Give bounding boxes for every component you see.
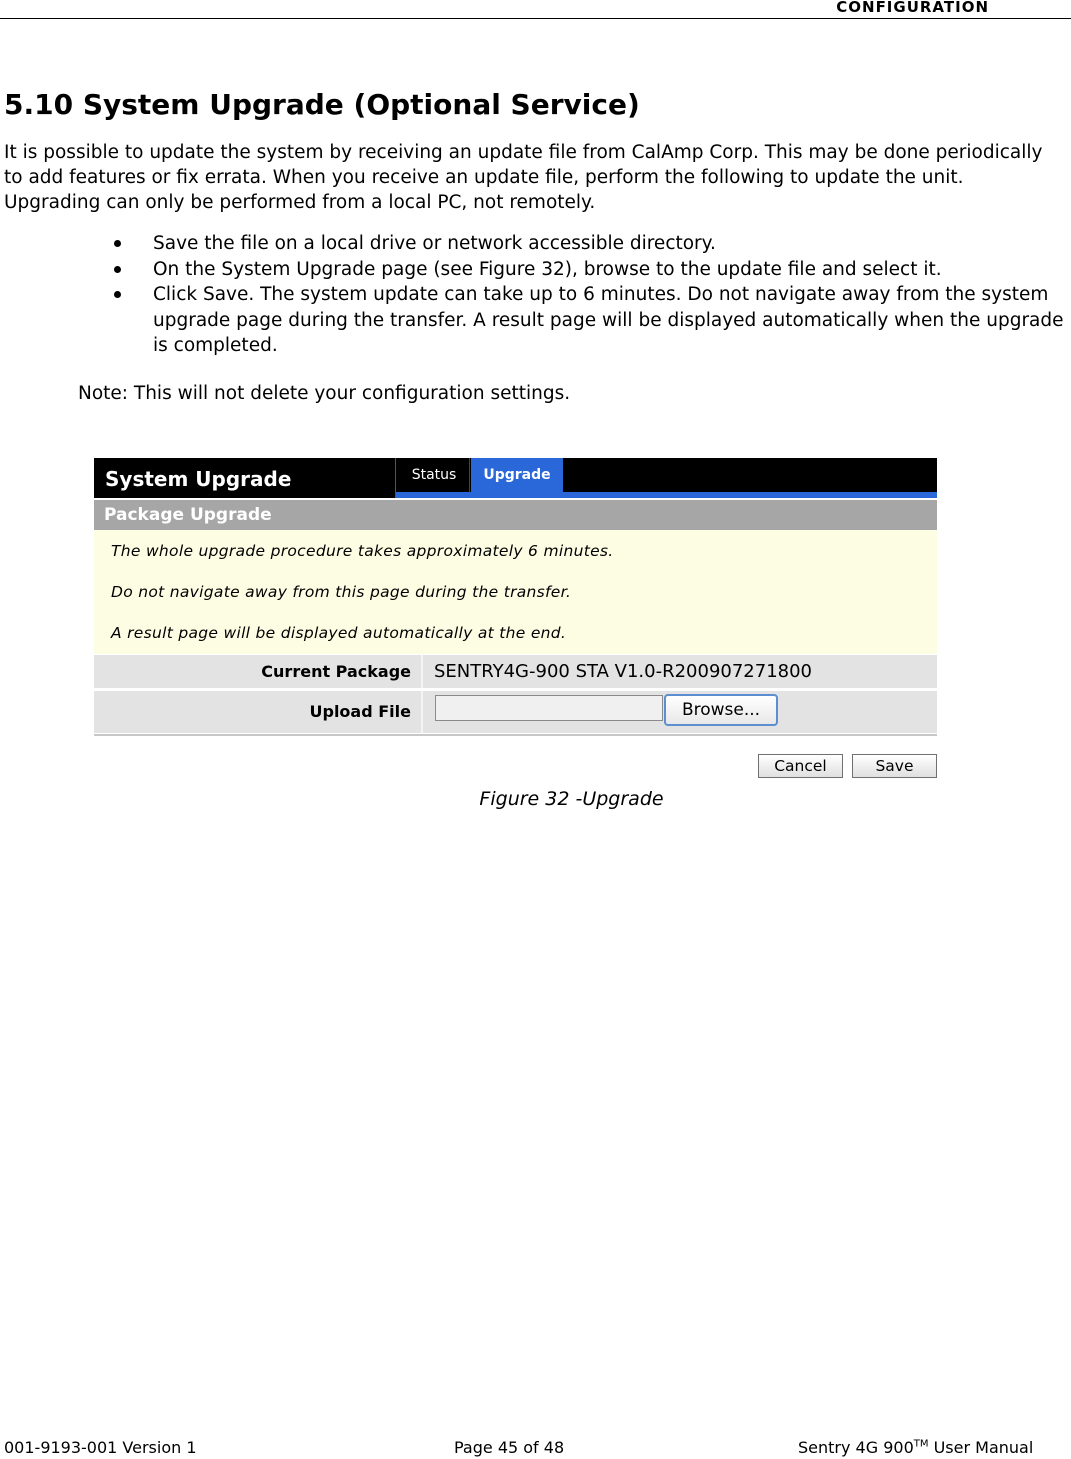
header-rule	[0, 18, 1071, 19]
footer-doc-number: 001-9193-001 Version 1	[4, 1438, 197, 1457]
tab-status[interactable]: Status	[399, 458, 470, 492]
footer-page: Page 45 of 48	[454, 1438, 565, 1457]
note: Note: This will not delete your configuration settings.	[78, 383, 571, 404]
divider	[94, 734, 937, 736]
list-item	[114, 257, 1064, 283]
section-title: 5.10 System Upgrade (Optional Service)	[4, 88, 640, 121]
upload-file-label: Upload File	[94, 691, 423, 733]
current-package-value: SENTRY4G-900 STA V1.0-R200907271800	[434, 661, 813, 682]
trademark-mark: TM	[913, 1438, 929, 1450]
list-item	[114, 231, 1064, 257]
list-item	[114, 282, 1064, 359]
footer-manual: User Manual	[928, 1438, 1034, 1457]
browse-button[interactable]: Browse...	[664, 694, 778, 726]
notice-panel	[94, 530, 937, 654]
tab-underline	[396, 492, 937, 498]
bullet-icon	[114, 266, 121, 273]
list-item-text: On the System Upgrade page (see Figure 32), browse to the update file and select it.	[153, 258, 942, 280]
current-package-label: Current Package	[94, 655, 423, 688]
intro-paragraph: It is possible to update the system by receiving an update file from CalAmp Corp. This may be done periodically to add features or fix errata. When you receive an update file, perform the following to update the unit. Upgrading can only be performed from a local PC, not remotely.	[4, 142, 1043, 213]
footer-product	[798, 1438, 1033, 1457]
current-package-row	[94, 655, 937, 688]
steps-list	[114, 231, 1064, 359]
footer-product-name: Sentry 4G 900	[798, 1438, 914, 1457]
system-upgrade-screenshot	[94, 458, 937, 781]
bullet-icon	[114, 240, 121, 247]
window-title: System Upgrade	[94, 458, 396, 498]
upload-file-row	[94, 691, 937, 733]
notice-message: The whole upgrade procedure takes approximately 6 minutes.	[111, 542, 614, 560]
bullet-icon	[114, 291, 121, 298]
notice-message: A result page will be displayed automatically at the end.	[111, 624, 567, 642]
notice-message: Do not navigate away from this page during the transfer.	[111, 583, 572, 601]
header-section-label: CONFIGURATION	[836, 0, 989, 16]
cancel-button[interactable]: Cancel	[758, 754, 843, 778]
section-header: Package Upgrade	[94, 500, 937, 530]
figure-caption: Figure 32 -Upgrade	[479, 788, 664, 810]
list-item-text: Save the file on a local drive or network accessible directory.	[153, 233, 716, 254]
tab-upgrade[interactable]: Upgrade	[471, 458, 563, 492]
list-item-text: Click Save. The system update can take up to 6 minutes. Do not navigate away from the system upgrade page during the transfer. A result page will be displayed automatically when the upgrade is completed.	[153, 284, 1064, 356]
save-button[interactable]: Save	[852, 754, 937, 778]
upload-file-input[interactable]	[435, 695, 663, 721]
